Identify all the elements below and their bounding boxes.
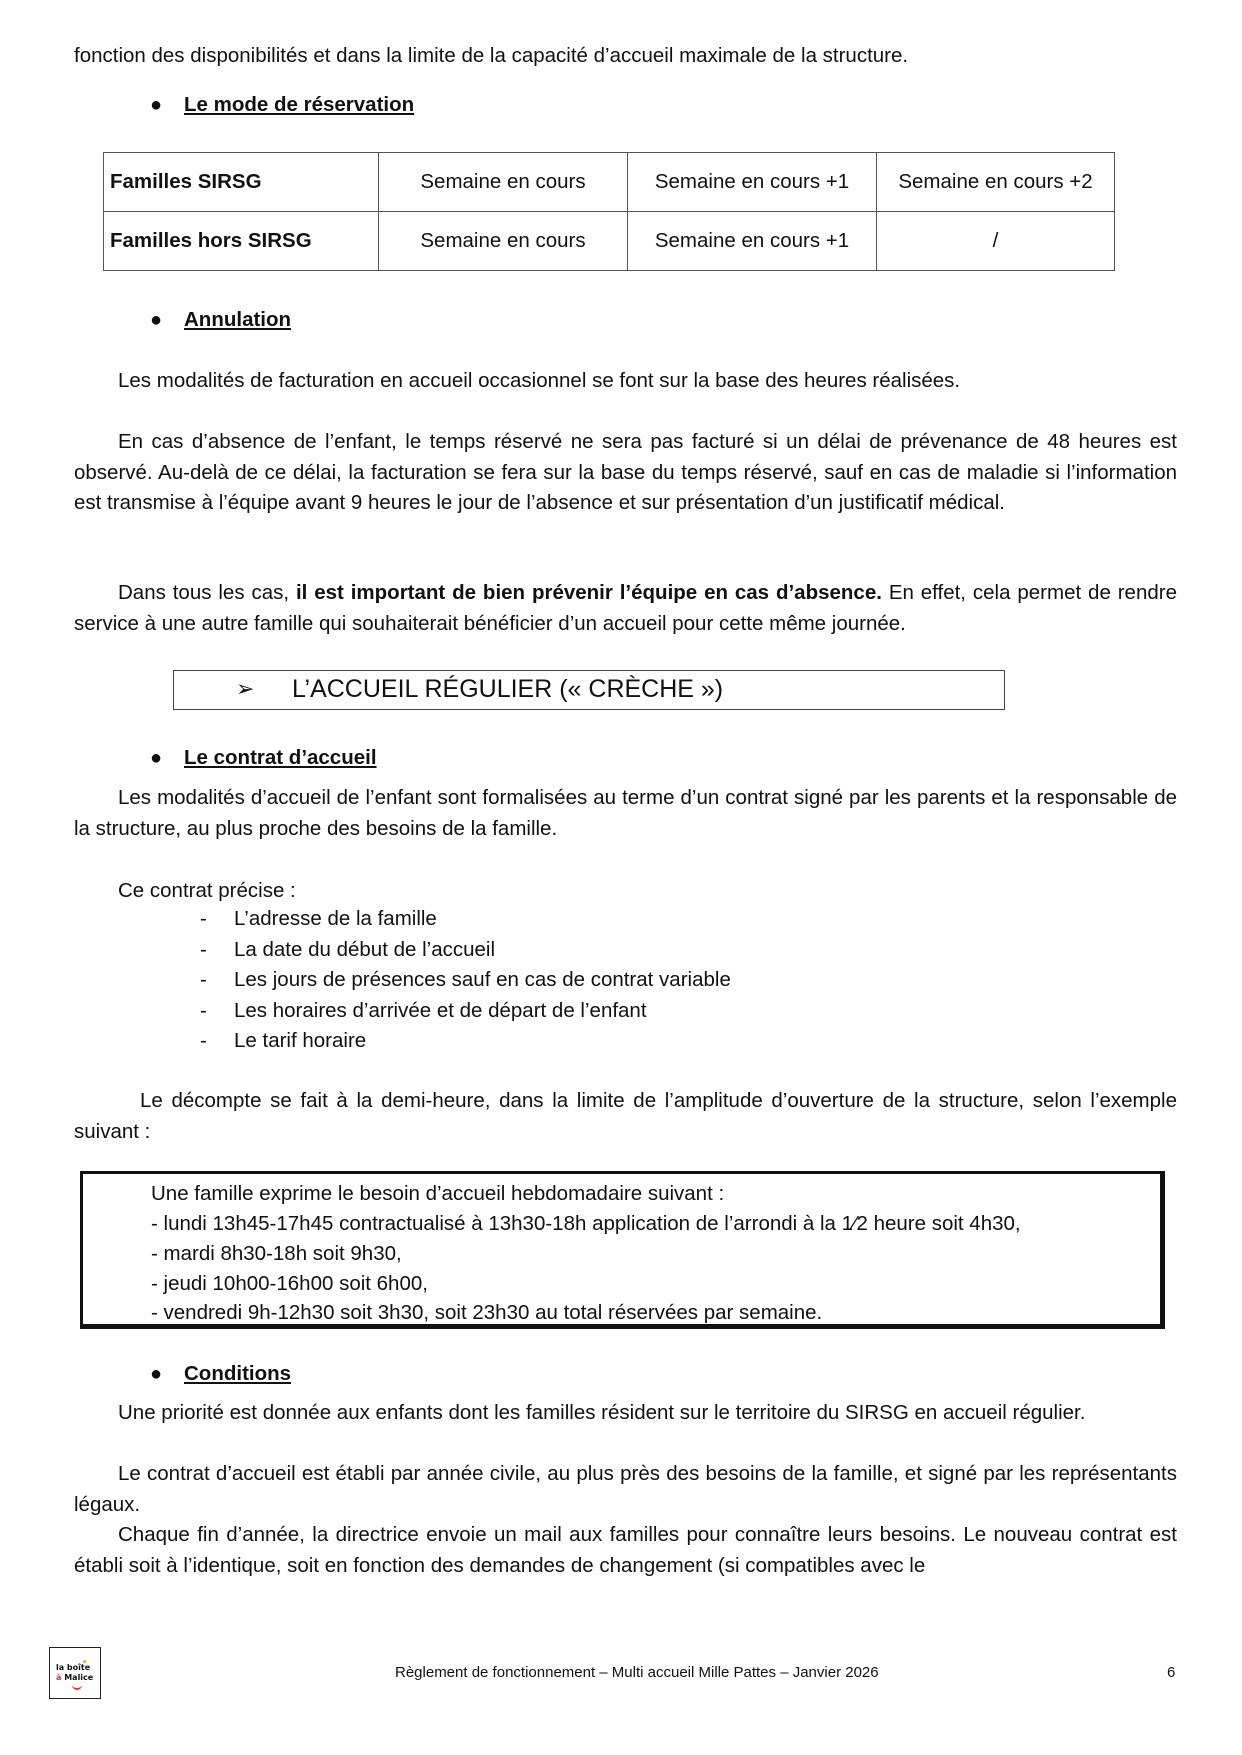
logo: la boîte à Malice xyxy=(49,1647,101,1699)
important-notice: il est important de bien prévenir l’équipe en cas d’absence. xyxy=(295,581,882,604)
annulation-paragraph-2: En cas d’absence de l’enfant, le temps réservé ne sera pas facturé si un délai de prévenance de 48 heures est observé. Au-delà de ce délai, la facturation se fera sur la base du temps réservé, sauf en cas de maladie si l’information est transmise à l’équipe avant 9 heures le jour de l’absence et sur présentation d’un justificatif médical. xyxy=(74,430,1177,514)
table-row xyxy=(104,212,1115,271)
contrat-intro: Ce contrat précise : xyxy=(118,879,296,902)
section-title-box xyxy=(173,670,1005,710)
table-cell: Semaine en cours xyxy=(379,153,628,212)
example-line: - mardi 8h30-18h soit 9h30, xyxy=(151,1242,402,1265)
example-line: Une famille exprime le besoin d’accueil hebdomadaire suivant : xyxy=(151,1182,725,1205)
annulation-paragraph-3: Dans tous les cas, il est important de bien prévenir l’équipe en cas d’absence. En effet, cela permet de rendre service à une autre famille qui souhaiterait bénéficier d’un accueil pour cette même journée. xyxy=(74,581,1177,635)
table-cell: Semaine en cours +1 xyxy=(628,153,877,212)
table-row xyxy=(104,153,1115,212)
row-label: Familles hors SIRSG xyxy=(104,212,379,271)
page-number: 6 xyxy=(1167,1664,1176,1681)
reservation-table xyxy=(103,152,1115,271)
row-label: Familles SIRSG xyxy=(104,153,379,212)
table-cell: Semaine en cours +1 xyxy=(628,212,877,271)
annulation-paragraph-1: Les modalités de facturation en accueil occasionnel se font sur la base des heures réalisées. xyxy=(118,369,961,392)
table-cell: Semaine en cours xyxy=(379,212,628,271)
arrow-bullet-icon: ➢ xyxy=(236,676,255,701)
table-cell: Semaine en cours +2 xyxy=(877,153,1115,212)
section-title: L’ACCUEIL RÉGULIER (« CRÈCHE ») xyxy=(292,675,724,703)
contrat-paragraph: Les modalités d’accueil de l’enfant sont formalisées au terme d’un contrat signé par les parents et la responsable de la structure, au plus proche des besoins de la famille. xyxy=(74,786,1177,840)
example-box xyxy=(80,1171,1165,1329)
decompte-paragraph: Le décompte se fait à la demi-heure, dans la limite de l’amplitude d’ouverture de la structure, selon l’exemple suivant : xyxy=(74,1089,1177,1143)
conditions-paragraph-3: Chaque fin d’année, la directrice envoie un mail aux familles pour connaître leurs besoins. Le nouveau contrat est établi soit à l’identique, soit en fonction des demandes de changement (si compatibles avec le xyxy=(74,1523,1177,1577)
bullet-icon: ● xyxy=(150,94,163,116)
example-line: - lundi 13h45-17h45 contractualisé à 13h30-18h application de l’arrondi à la 1⁄2 heure soit 4h30, xyxy=(151,1212,1021,1235)
example-line: - jeudi 10h00-16h00 soit 6h00, xyxy=(151,1272,428,1295)
document-page: fonction des disponibilités et dans la limite de la capacité d’accueil maximale de la structure. ● Le mode de réservation Familles SIRSG Semaine en cours Semaine en cours +1 Semaine en cours +2 Familles hors SIRSG Semaine en cours Semaine en cours +1 / ● Annulation Les modalités de facturation en accueil occasionnel se font sur la base des heures réalisées. En cas d’absence de l’enfant, le temps réservé ne sera pas facturé si un délai de prévenance de 48 heures est observé. Au-delà de ce délai, la facturation se fera sur la base du temps réservé, sauf en cas de maladie si l’information est transmise à l’équipe avant 9 heures le jour de l’absence et sur présentation d’un justificatif médical. Dans tous les cas, il est important de bien prévenir l’équipe en cas d’absence. En effet, cela permet de rendre service à une autre famille qui souhaiterait bénéficier d’un accueil pour cette même journée. ➢ L’ACCUEIL RÉGULIER (« CRÈCHE ») ● Le contrat d’accueil Les modalités d’accueil de l’enfant sont formalisées au terme d’un contrat signé par les parents et la responsable de la structure, au plus proche des besoins de la famille. Ce contrat précise : - L’adresse de la famille - La date du début de l’accueil - Les jours de présences sauf en cas de contrat variable - Les horaires d’arrivée et de départ de l’enfant - Le tarif horaire Le décompte se fait à la demi-heure, dans la limite de l’amplitude d’ouverture de la structure, selon l’exemple suivant : Une famille exprime le besoin d’accueil hebdomadaire suivant : - lundi 13h45-17h45 contractualisé à 13h30-18h application de l’arrondi à la 1⁄2 heure soit 4h30, - mardi 8h30-18h soit 9h30, - jeudi 10h00-16h00 soit 6h00, - vendredi 9h-12h30 soit 3h30, soit 23h30 au total réservées par semaine. ● Conditions Une priorité est donnée aux enfants dont les familles résident sur le territoire du SIRSG en accueil régulier. Le contrat d’accueil est établi par année civile, au plus près des besoins de la famille, et signé par les représentants légaux. Chaque fin d’année, la directrice envoie un mail aux familles pour connaître leurs besoins. Le nouveau contrat est établi soit à l’identique, soit en fonction des demandes de changement (si compatibles avec le la boîte à Malice Règlement de fonctionnement – Multi accueil Mille Pattes – Janvier 2026 6 xyxy=(0,0,1242,1755)
bullet-icon: ● xyxy=(150,309,163,331)
footer-text: Règlement de fonctionnement – Multi accueil Mille Pattes – Janvier 2026 xyxy=(395,1664,879,1681)
example-line: - vendredi 9h-12h30 soit 3h30, soit 23h30 au total réservées par semaine. xyxy=(151,1301,823,1324)
continuation-text: fonction des disponibilités et dans la limite de la capacité d’accueil maximale de la structure. xyxy=(74,44,909,67)
bullet-icon: ● xyxy=(150,1363,163,1385)
bullet-icon: ● xyxy=(150,747,163,769)
table-cell: / xyxy=(877,212,1115,271)
conditions-paragraph-1: Une priorité est donnée aux enfants dont les familles résident sur le territoire du SIRSG en accueil régulier. xyxy=(118,1401,1086,1424)
conditions-paragraph-2: Le contrat d’accueil est établi par année civile, au plus près des besoins de la famille, et signé par les représentants légaux. xyxy=(74,1462,1177,1516)
